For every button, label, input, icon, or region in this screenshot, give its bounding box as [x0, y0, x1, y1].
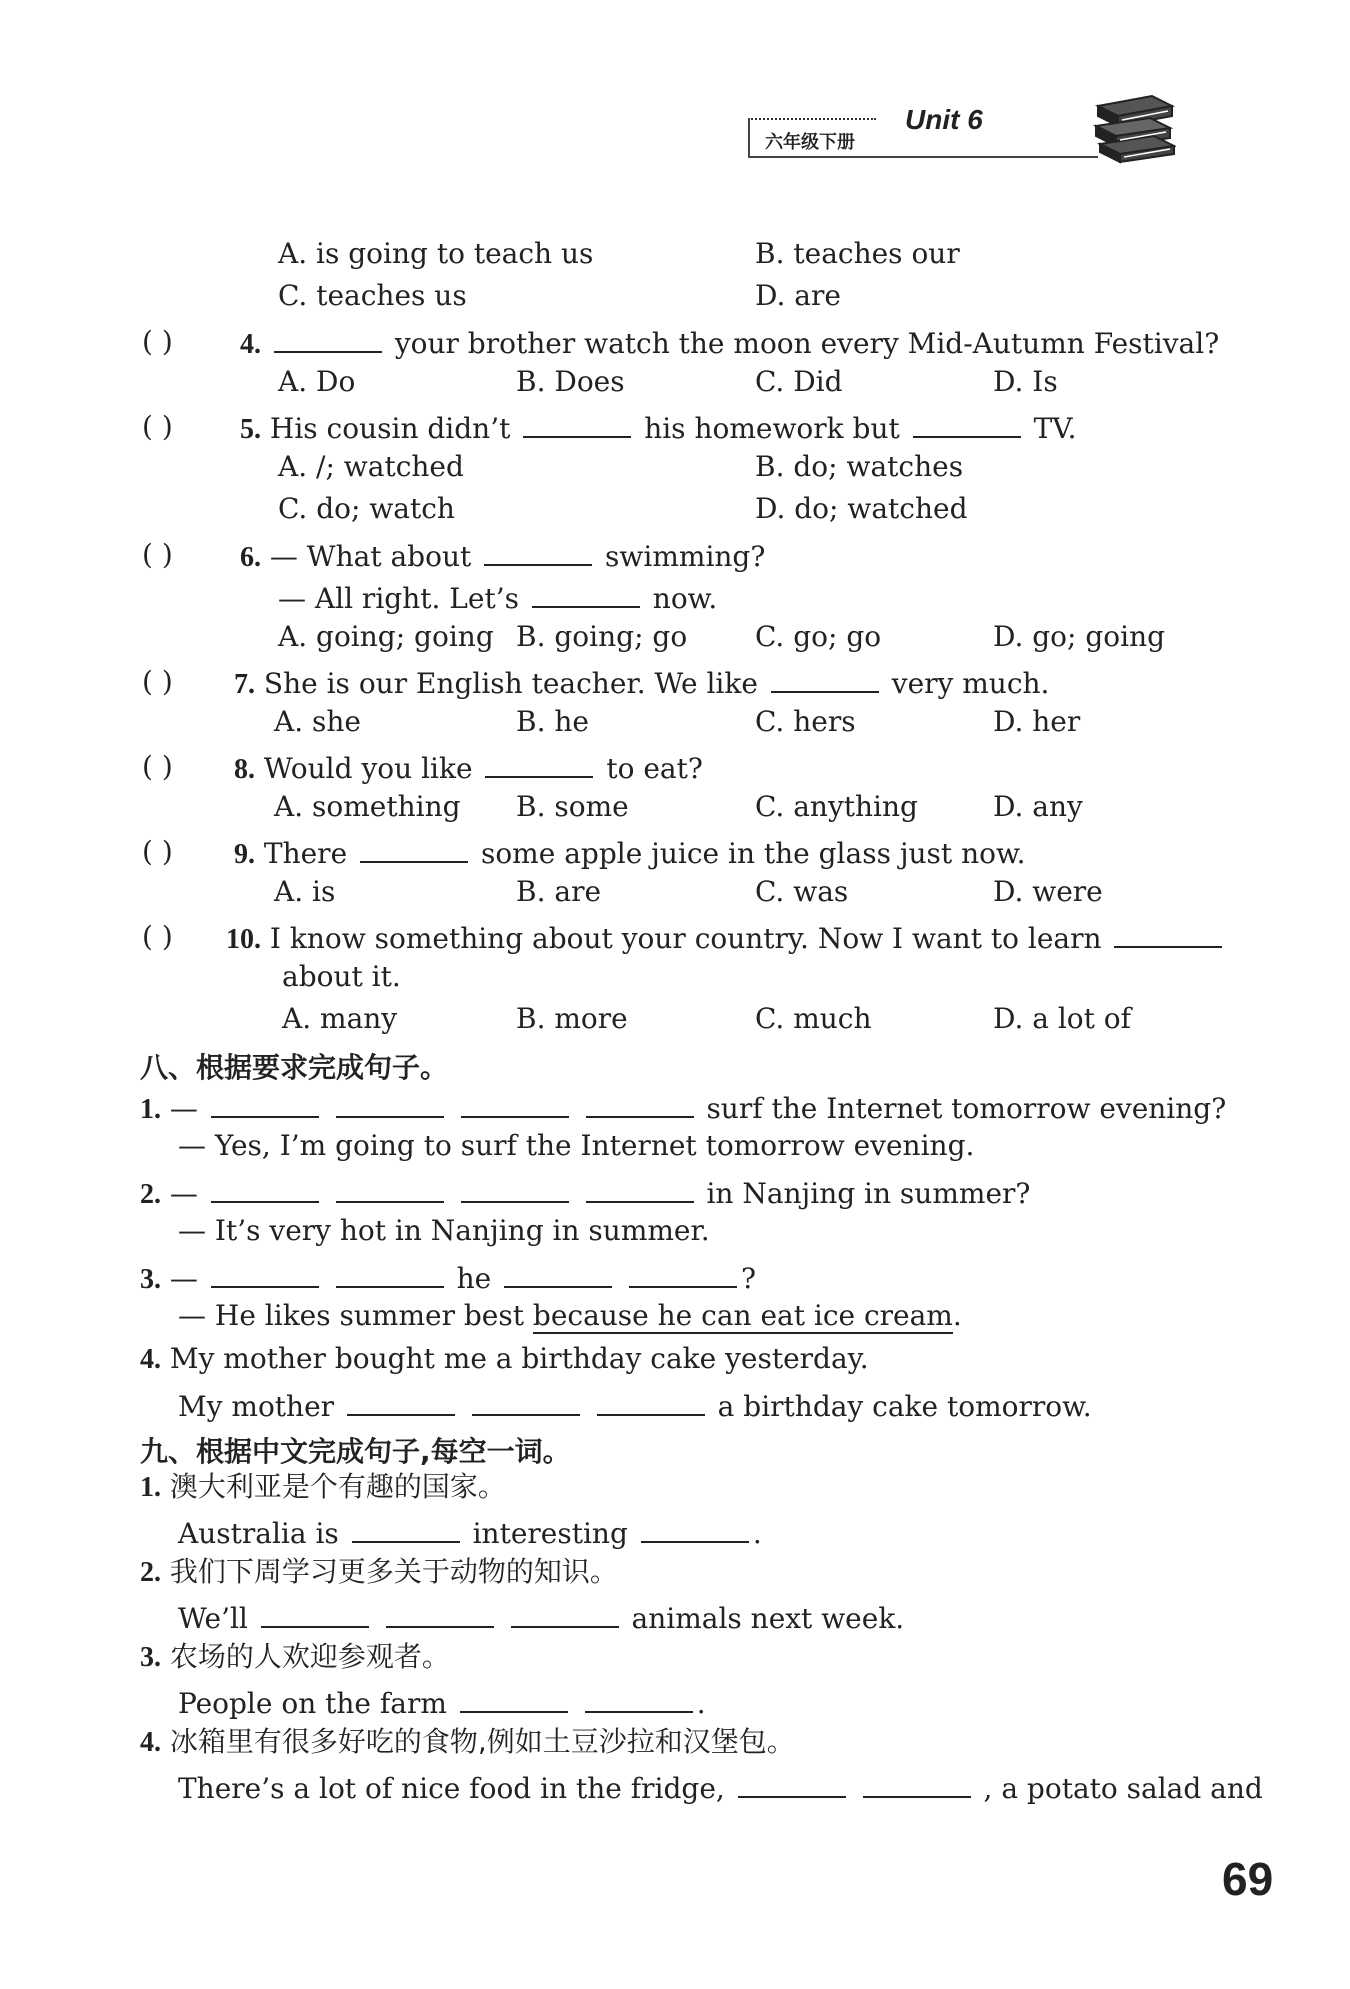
item-number: 3. [140, 1264, 161, 1295]
q4-option-c: C. Did [755, 365, 843, 398]
s8-item-1-answer: — Yes, I’m going to surf the Internet tomorrow evening. [178, 1129, 975, 1162]
question-text: I know something about your country. Now I want to learn [269, 922, 1102, 955]
item-text: in Nanjing in summer? [706, 1177, 1031, 1210]
question-text: — What about [269, 540, 472, 573]
question-number: 10. [226, 924, 261, 955]
question-number: 9. [234, 839, 255, 870]
item-number: 2. [140, 1179, 161, 1210]
fill-blank[interactable] [261, 1600, 369, 1628]
fill-blank[interactable] [738, 1770, 846, 1798]
s9-item-3-en [178, 1685, 706, 1718]
item-text: There’s a lot of nice food in the fridge, [178, 1772, 725, 1805]
fill-blank[interactable] [629, 1260, 737, 1288]
fill-blank[interactable] [771, 665, 879, 693]
s9-item-4-cn [140, 1725, 795, 1758]
fill-blank[interactable] [1114, 920, 1222, 948]
s8-item-2-answer: — It’s very hot in Nanjing in summer. [178, 1214, 710, 1247]
fill-blank[interactable] [211, 1090, 319, 1118]
s9-item-4-en [178, 1770, 1263, 1803]
question-number: 5. [240, 414, 261, 445]
item-text: , a potato salad and [983, 1772, 1263, 1805]
section-8-title: 八、根据要求完成句子。 [140, 1051, 449, 1084]
fill-blank[interactable] [472, 1388, 580, 1416]
answer-text: . [952, 1299, 962, 1332]
q5-option-b: B. do; watches [755, 450, 964, 483]
s9-item-1-en [178, 1515, 762, 1548]
q9-option-d: D. were [993, 875, 1103, 908]
answer-paren: ( ) [142, 750, 173, 783]
s8-item-4-rewrite [178, 1388, 1092, 1421]
question-7 [234, 665, 1049, 699]
fill-blank[interactable] [211, 1175, 319, 1203]
s8-item-1 [140, 1090, 1226, 1124]
fill-blank[interactable] [336, 1175, 444, 1203]
s9-item-3-cn [140, 1640, 450, 1673]
s8-item-3 [140, 1260, 756, 1294]
q8-option-c: C. anything [755, 790, 918, 823]
s9-item-2-en [178, 1600, 904, 1633]
fill-blank[interactable] [641, 1515, 749, 1543]
item-text: interesting [472, 1517, 628, 1550]
question-8 [234, 750, 703, 784]
fill-blank[interactable] [485, 750, 593, 778]
question-5 [240, 410, 1076, 444]
item-number: 1. [140, 1472, 161, 1503]
q7-option-b: B. he [516, 705, 589, 738]
question-text: swimming? [605, 540, 766, 573]
fill-blank[interactable] [532, 580, 640, 608]
fill-blank[interactable] [504, 1260, 612, 1288]
s9-item-1-cn [140, 1470, 506, 1503]
section-9-title: 九、根据中文完成句子,每空一词。 [140, 1435, 571, 1468]
q6-option-a: A. going; going [278, 620, 494, 653]
s9-item-2-cn [140, 1555, 618, 1588]
chinese-prompt: 澳大利亚是个有趣的国家。 [169, 1470, 506, 1503]
fill-blank[interactable] [585, 1685, 693, 1713]
q6-option-d: D. go; going [993, 620, 1166, 653]
fill-blank[interactable] [336, 1260, 444, 1288]
answer-paren: ( ) [142, 410, 173, 443]
fill-blank[interactable] [586, 1090, 694, 1118]
question-text: his homework but [644, 412, 900, 445]
q3-option-a: A. is going to teach us [278, 237, 594, 270]
question-text: There [263, 837, 348, 870]
s8-item-4 [140, 1342, 869, 1375]
chinese-prompt: 农场的人欢迎参观者。 [169, 1640, 450, 1673]
q5-option-a: A. /; watched [278, 450, 464, 483]
question-number: 4. [240, 329, 261, 360]
q8-option-a: A. something [274, 790, 461, 823]
q9-option-b: B. are [516, 875, 602, 908]
item-text: he [456, 1262, 492, 1295]
fill-blank[interactable] [597, 1388, 705, 1416]
question-text: now. [652, 582, 718, 615]
q7-option-d: D. her [993, 705, 1081, 738]
question-number: 7. [234, 669, 255, 700]
q7-option-a: A. she [274, 705, 361, 738]
q3-option-d: D. are [755, 279, 841, 312]
grade-label: 六年级下册 [765, 132, 855, 153]
question-text: TV. [1033, 412, 1077, 445]
item-text: Australia is [178, 1517, 339, 1550]
question-text: to eat? [606, 752, 703, 785]
question-9 [234, 835, 1026, 869]
fill-blank[interactable] [360, 835, 468, 863]
dash: — [169, 1177, 198, 1210]
item-text: People on the farm [178, 1687, 447, 1720]
dash: — [169, 1262, 198, 1295]
answer-paren: ( ) [142, 665, 173, 698]
question-number: 6. [240, 542, 261, 573]
question-text: His cousin didn’t [269, 412, 511, 445]
q3-option-b: B. teaches our [755, 237, 960, 270]
q6-option-c: C. go; go [755, 620, 882, 653]
q10-option-c: C. much [755, 1002, 872, 1035]
fill-blank[interactable] [863, 1770, 971, 1798]
fill-blank[interactable] [460, 1685, 568, 1713]
q10-option-b: B. more [516, 1002, 628, 1035]
q4-option-d: D. Is [993, 365, 1058, 398]
item-number: 1. [140, 1094, 161, 1125]
stack-of-books-icon [1092, 92, 1176, 164]
q7-option-c: C. hers [755, 705, 856, 738]
q5-option-d: D. do; watched [755, 492, 968, 525]
q9-option-a: A. is [274, 875, 336, 908]
q10-option-d: D. a lot of [993, 1002, 1132, 1035]
item-text: My mother [178, 1390, 335, 1423]
s8-item-2 [140, 1175, 1030, 1209]
fill-blank[interactable] [461, 1175, 569, 1203]
q8-option-d: D. any [993, 790, 1083, 823]
q8-option-b: B. some [516, 790, 629, 823]
question-text: Would you like [263, 752, 473, 785]
fill-blank[interactable] [484, 538, 592, 566]
question-text: — All right. Let’s [278, 582, 519, 615]
header-dotted-line [748, 118, 876, 120]
item-text: ? [741, 1262, 757, 1295]
item-number: 4. [140, 1344, 161, 1375]
fill-blank[interactable] [461, 1090, 569, 1118]
item-text: We’ll [178, 1602, 248, 1635]
answer-paren: ( ) [142, 835, 173, 868]
fill-blank[interactable] [352, 1515, 460, 1543]
answer-paren: ( ) [142, 538, 173, 571]
question-6-line2 [278, 580, 717, 613]
q9-option-c: C. was [755, 875, 849, 908]
q10-option-a: A. many [282, 1002, 398, 1035]
question-number: 8. [234, 754, 255, 785]
item-text: . [696, 1687, 706, 1720]
question-text: your brother watch the moon every Mid-Autumn Festival? [394, 327, 1220, 360]
fill-blank[interactable] [347, 1388, 455, 1416]
q6-option-b: B. going; go [516, 620, 688, 653]
answer-paren: ( ) [142, 325, 173, 358]
question-10-line2: about it. [282, 960, 401, 993]
answer-paren: ( ) [142, 920, 173, 953]
fill-blank[interactable] [913, 410, 1021, 438]
fill-blank[interactable] [211, 1260, 319, 1288]
question-text: very much. [891, 667, 1050, 700]
item-number: 2. [140, 1557, 161, 1588]
fill-blank[interactable] [511, 1600, 619, 1628]
question-6 [240, 538, 765, 572]
item-number: 3. [140, 1642, 161, 1673]
header-vertical-line [748, 118, 750, 156]
q3-option-c: C. teaches us [278, 279, 467, 312]
question-4 [240, 325, 1219, 359]
chinese-prompt: 冰箱里有很多好吃的食物,例如土豆沙拉和汉堡包。 [169, 1725, 795, 1758]
item-text: My mother bought me a birthday cake yesterday. [169, 1342, 869, 1375]
item-text: a birthday cake tomorrow. [717, 1390, 1092, 1423]
question-text: She is our English teacher. We like [263, 667, 758, 700]
header-underline [748, 156, 1098, 158]
dash: — [169, 1092, 198, 1125]
fill-blank[interactable] [523, 410, 631, 438]
fill-blank[interactable] [586, 1175, 694, 1203]
chinese-prompt: 我们下周学习更多关于动物的知识。 [169, 1555, 618, 1588]
item-text: animals next week. [631, 1602, 905, 1635]
q5-option-c: C. do; watch [278, 492, 455, 525]
q4-option-b: B. Does [516, 365, 625, 398]
s8-item-3-answer [178, 1299, 962, 1332]
page-number: 69 [1222, 1853, 1274, 1905]
question-text: some apple juice in the glass just now. [480, 837, 1026, 870]
underlined-phrase: because he can eat ice cream [532, 1299, 953, 1332]
fill-blank[interactable] [336, 1090, 444, 1118]
unit-title: Unit 6 [905, 104, 983, 135]
fill-blank[interactable] [386, 1600, 494, 1628]
item-text: . [752, 1517, 762, 1550]
item-text: surf the Internet tomorrow evening? [706, 1092, 1227, 1125]
answer-text: — He likes summer best [178, 1299, 533, 1332]
q4-option-a: A. Do [278, 365, 356, 398]
fill-blank[interactable] [274, 325, 382, 353]
question-10 [226, 920, 1226, 954]
item-number: 4. [140, 1727, 161, 1758]
